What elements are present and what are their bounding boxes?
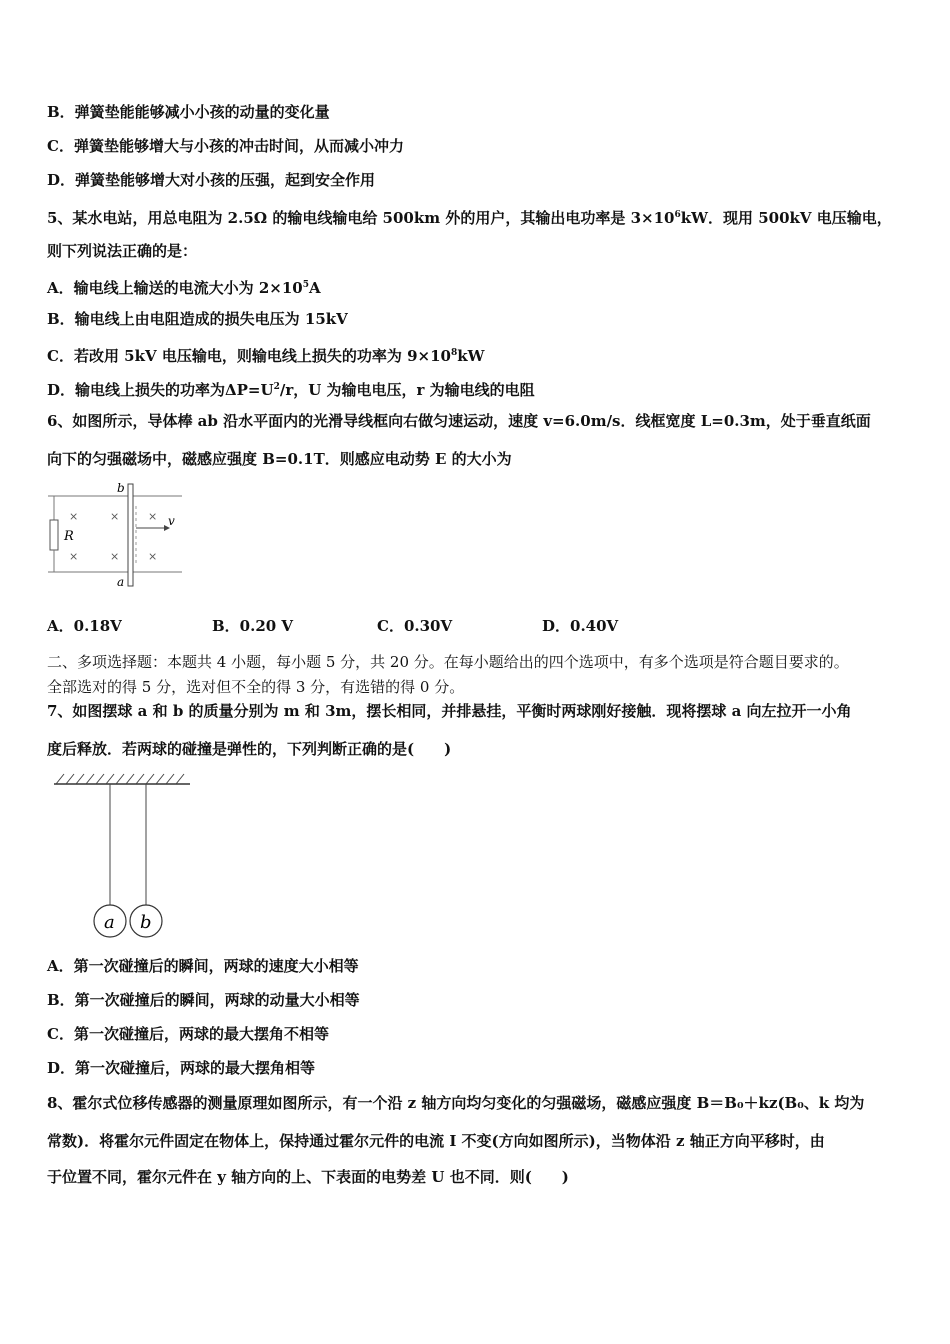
q6-circuit-figure xyxy=(44,478,186,590)
q6-option-c: C．0.30V xyxy=(377,617,453,635)
rod-label-a: a xyxy=(117,575,125,589)
q8-stem-line1: 8、霍尔式位移传感器的测量原理如图所示，有一个沿 z 轴方向均匀变化的匀强磁场，磁感应强度 B＝B₀＋kz(B₀、k 均为 xyxy=(47,1094,865,1112)
q8-stem-line3: 于位置不同，霍尔元件在 y 轴方向的上、下表面的电势差 U 也不同．则( ) xyxy=(47,1168,569,1186)
q6-option-b: B．0.20 V xyxy=(212,617,294,635)
field-cross: × xyxy=(69,550,79,563)
resistor-label: R xyxy=(64,529,74,544)
q5-option-d: D．输电线上损失的功率为$\Delta P=U^2/r$，U 为输电电压，r 为输电线的电阻 xyxy=(47,381,535,399)
field-cross: × xyxy=(148,550,158,563)
q6-stem-line1: 6、如图所示，导体棒 ab 沿水平面内的光滑导线框向右做匀速运动，速度 v=6.0m/s．线框宽度 L=0.3m，处于垂直纸面 xyxy=(47,412,871,430)
ball-a-label: a xyxy=(104,912,115,933)
field-cross: × xyxy=(148,510,158,523)
section2-line2: 全部选对的得 5 分，选对但不全的得 3 分，有选错的得 0 分。 xyxy=(47,678,465,696)
q5-option-c: C．若改用 5kV 电压输电，则输电线上损失的功率为 $9\times 10^8kW$ xyxy=(47,347,485,365)
field-cross: × xyxy=(110,510,120,523)
q7-option-b: B．第一次碰撞后的瞬间，两球的动量大小相等 xyxy=(47,991,360,1009)
q4-option-b: B．弹簧垫能能够减小小孩的动量的变化量 xyxy=(47,103,330,121)
field-cross: × xyxy=(69,510,79,523)
rod-ab xyxy=(128,484,133,586)
q4-option-d: D．弹簧垫能够增大对小孩的压强，起到安全作用 xyxy=(47,171,376,189)
resistor xyxy=(50,520,58,550)
q7-stem-line2: 度后释放．若两球的碰撞是弹性的，下列判断正确的是( ) xyxy=(47,740,452,758)
rod-label-b: b xyxy=(117,481,125,495)
q7-pendulum-figure xyxy=(50,770,195,945)
q8-stem-line2: 常数)．将霍尔元件固定在物体上，保持通过霍尔元件的电流 I 不变(方向如图所示)，当物体沿 z 轴正方向平移时，由 xyxy=(47,1132,825,1150)
section2-line1: 二、多项选择题：本题共 4 小题，每小题 5 分，共 20 分。在每小题给出的四个选项中，有多个选项是符合题目要求的。 xyxy=(47,653,849,671)
velocity-label: v xyxy=(168,514,175,528)
q5-option-a: A．输电线上输送的电流大小为 $2\times 10^5A$ xyxy=(47,279,321,297)
q7-option-a: A．第一次碰撞后的瞬间，两球的速度大小相等 xyxy=(47,957,359,975)
q7-option-c: C．第一次碰撞后，两球的最大摆角不相等 xyxy=(47,1025,329,1043)
q6-option-a: A．0.18V xyxy=(47,617,122,635)
ball-b-label: b xyxy=(140,912,152,933)
q6-option-d: D．0.40V xyxy=(542,617,619,635)
q5-stem-line1: 5、某水电站，用总电阻为 2.5Ω 的输电线输电给 500km 外的用户，其输出电功率是 $3\times 10^6kW$．现用 500kV 电压输电， xyxy=(47,209,892,227)
q4-option-c: C．弹簧垫能够增大与小孩的冲击时间，从而减小冲力 xyxy=(47,137,404,155)
q5-option-b: B．输电线上由电阻造成的损失电压为 15kV xyxy=(47,310,348,328)
q7-option-d: D．第一次碰撞后，两球的最大摆角相等 xyxy=(47,1059,316,1077)
q6-stem-line2: 向下的匀强磁场中，磁感应强度 B=0.1T．则感应电动势 E 的大小为 xyxy=(47,450,512,468)
field-cross: × xyxy=(110,550,120,563)
q7-stem-line1: 7、如图摆球 a 和 b 的质量分别为 m 和 3m，摆长相同，并排悬挂，平衡时两球刚好接触．现将摆球 a 向左拉开一小角 xyxy=(47,702,852,720)
q5-stem-line2: 则下列说法正确的是： xyxy=(47,242,198,260)
